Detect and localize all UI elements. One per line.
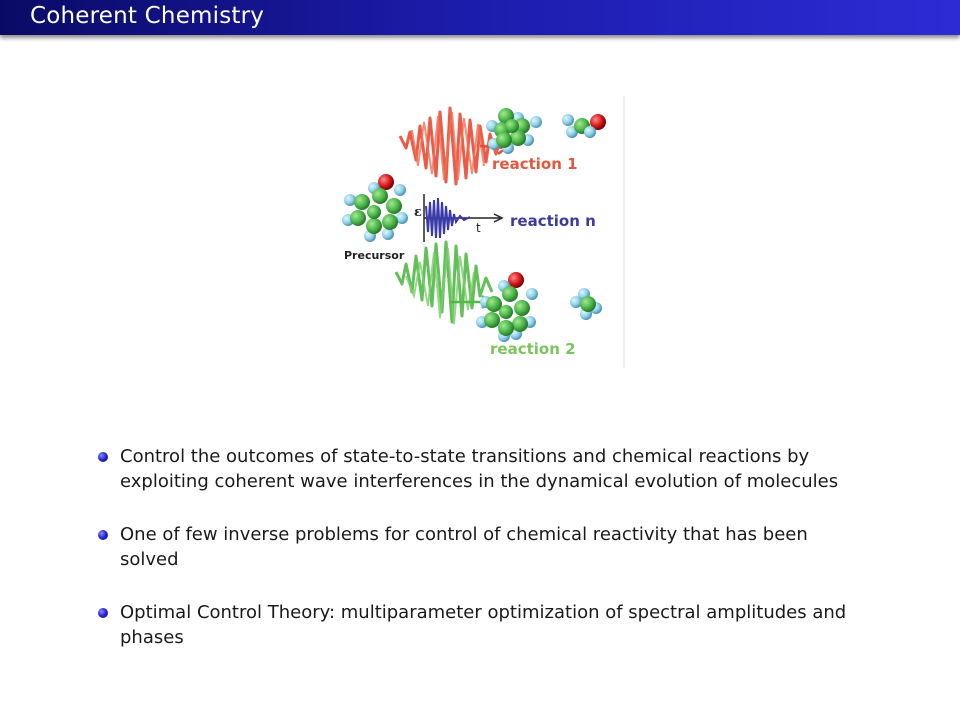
blue-laser-pulse	[424, 194, 502, 242]
reaction-2-label: reaction 2	[490, 340, 576, 358]
bullet-text-line: One of few inverse problems for control of chemical reactivity that has been	[120, 524, 808, 545]
reaction-1-label: reaction 1	[492, 155, 578, 173]
product-molecule-2b	[570, 288, 602, 320]
coherent-control-figure	[340, 96, 626, 368]
bullet-icon	[98, 608, 108, 618]
precursor-molecule	[342, 174, 408, 242]
bullet-text-line: solved	[120, 549, 179, 570]
bullet-list	[98, 444, 898, 678]
bullet-icon	[98, 530, 108, 540]
green-laser-pulse	[396, 242, 492, 324]
epsilon-label: ε	[414, 205, 422, 220]
bullet-item	[98, 522, 898, 572]
figure-svg	[340, 96, 626, 368]
t-label: t	[476, 221, 481, 235]
precursor-label: Precursor	[344, 249, 405, 262]
product-molecule-1b	[562, 114, 606, 138]
bullet-item	[98, 444, 898, 494]
product-molecule-1a	[486, 108, 542, 154]
bullet-text-line: phases	[120, 627, 184, 648]
bullet-item	[98, 600, 898, 650]
reaction-n-label: reaction n	[510, 212, 596, 230]
slide-title: Coherent Chemistry	[30, 3, 265, 29]
bullet-icon	[98, 452, 108, 462]
bullet-text-line: Optimal Control Theory: multiparameter optimization of spectral amplitudes and	[120, 602, 847, 623]
title-bar	[0, 0, 960, 35]
bullet-text-line: Control the outcomes of state-to-state transitions and chemical reactions by	[120, 446, 810, 467]
bullet-text-line: exploiting coherent wave interferences in the dynamical evolution of molecules	[120, 471, 839, 492]
